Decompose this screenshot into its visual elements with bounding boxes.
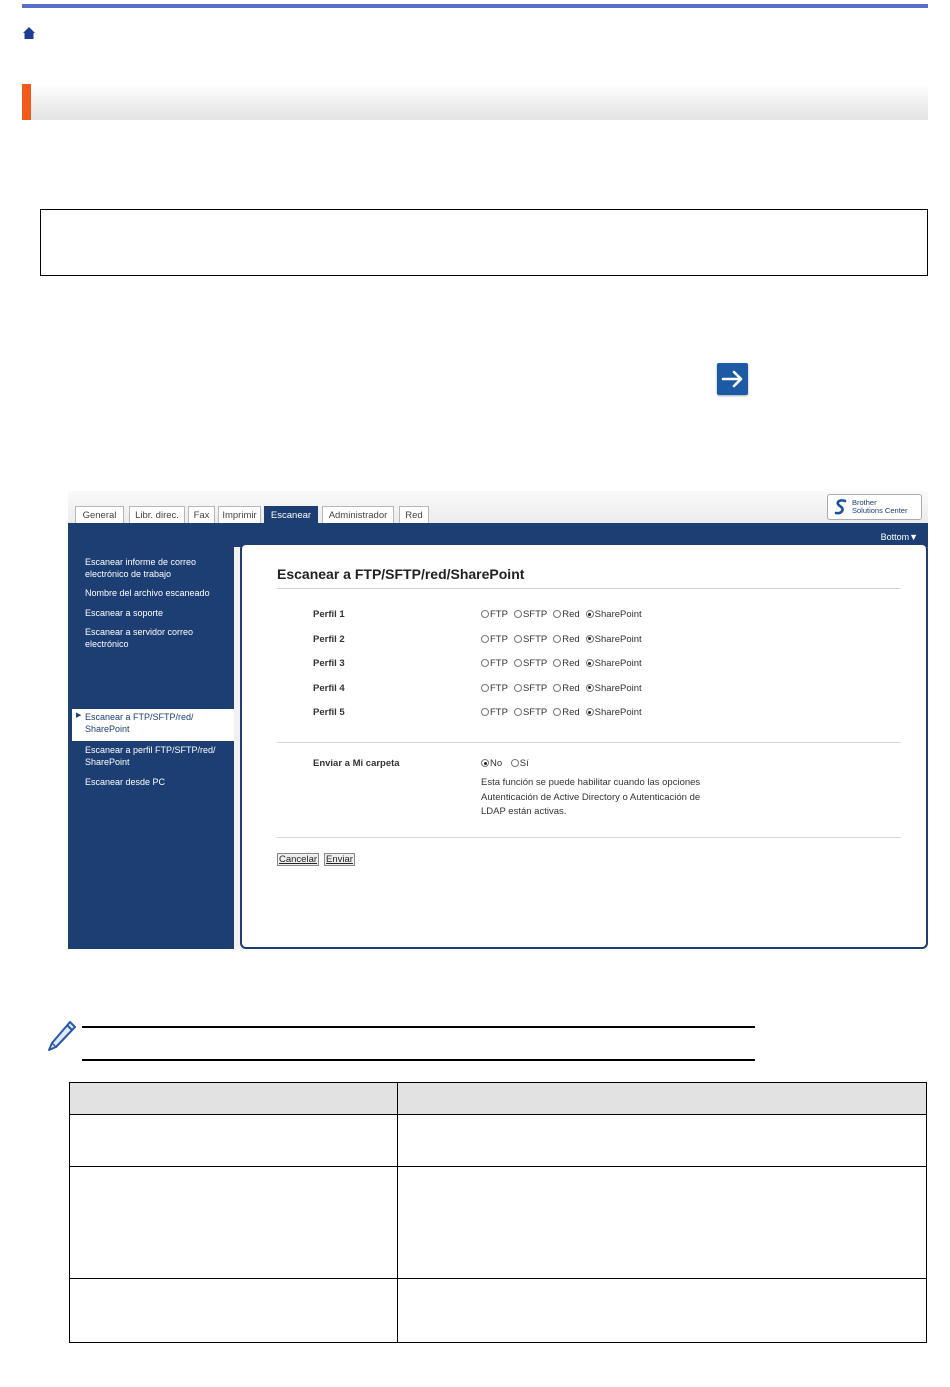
note-bottom-rule [82, 1059, 755, 1061]
radio-ftp[interactable] [481, 659, 489, 667]
option-label: FTP [490, 658, 508, 669]
protocol-option-ftp[interactable] [481, 634, 508, 645]
option-label: FTP [490, 707, 508, 718]
profile-label: Perfil 4 [313, 682, 345, 694]
sidebar-item-nombre-archivo[interactable]: Nombre del archivo escaneado [85, 588, 210, 598]
radio-ftp[interactable] [481, 684, 489, 692]
note-line: Esta función se puede habilitar cuando las opciones [481, 777, 701, 788]
logo-line-2: Solutions Center [852, 506, 908, 515]
protocol-option-sharepoint[interactable] [586, 683, 642, 694]
option-label: FTP [490, 682, 508, 694]
profile-protocol-options [481, 609, 648, 620]
option-label: Red [562, 658, 580, 669]
cancel-button[interactable]: Cancelar [279, 854, 318, 865]
option-label: SharePoint [594, 658, 642, 669]
protocol-option-sftp[interactable] [514, 609, 547, 620]
option-label: SharePoint [594, 682, 642, 694]
note-line: Autenticación de Active Directory o Autenticación de [481, 791, 701, 803]
tab-escanear[interactable]: Escanear [264, 506, 318, 523]
radio-sftp[interactable] [514, 708, 522, 716]
arrow-right-icon[interactable] [717, 363, 748, 395]
sidebar-item-ftp-sftp-red-sharepoint[interactable] [72, 709, 234, 741]
option-label: No [490, 758, 503, 769]
option-label: SFTP [522, 682, 548, 694]
sidebar [68, 547, 234, 949]
radio-si[interactable] [511, 759, 519, 767]
protocol-option-ftp[interactable] [481, 609, 508, 620]
brother-solutions-center-link[interactable] [827, 494, 922, 520]
radio-red[interactable] [553, 610, 561, 618]
web-management-screenshot [68, 491, 928, 949]
option-label: SFTP [522, 633, 548, 645]
option-label: SharePoint [594, 609, 642, 620]
radio-ftp[interactable] [481, 708, 489, 716]
protocol-option-sharepoint[interactable] [586, 609, 642, 620]
tab-administrador[interactable]: Administrador [322, 506, 394, 523]
radio-ftp[interactable] [481, 635, 489, 643]
protocol-option-red[interactable] [553, 683, 579, 694]
home-icon[interactable] [21, 25, 37, 41]
table-row [70, 1166, 926, 1278]
send-button[interactable]: Enviar [326, 854, 353, 865]
my-folder-options [481, 758, 535, 769]
option-label: FTP [490, 633, 508, 645]
radio-red[interactable] [553, 708, 561, 716]
profile-label: Perfil 3 [313, 658, 345, 669]
option-label: SharePoint [594, 707, 642, 718]
protocol-option-red[interactable] [553, 609, 579, 620]
logo-text [852, 499, 907, 515]
sidebar-item-label: electrónico de trabajo [85, 569, 172, 579]
top-rule [22, 4, 928, 8]
protocol-option-sftp[interactable] [514, 683, 547, 694]
tab-red[interactable]: Red [399, 506, 429, 523]
option-label: FTP [490, 609, 508, 620]
table-row [70, 1278, 926, 1342]
protocol-option-sftp[interactable] [514, 634, 547, 645]
profile-protocol-options [481, 658, 648, 669]
table-row [70, 1114, 926, 1166]
sidebar-item-label: Escanear a perfil FTP/SFTP/red/ [85, 745, 216, 755]
protocol-option-sharepoint[interactable] [586, 707, 642, 718]
radio-red[interactable] [553, 684, 561, 692]
brother-logo-icon [833, 498, 849, 516]
tab-fax[interactable]: Fax [188, 506, 215, 523]
sidebar-item-informe-correo[interactable] [85, 556, 231, 580]
protocol-option-sftp[interactable] [514, 658, 547, 669]
pencil-note-icon [44, 1019, 78, 1055]
protocol-option-red[interactable] [553, 707, 579, 718]
radio-sftp[interactable] [514, 635, 522, 643]
title-divider [277, 588, 901, 589]
sidebar-item-label: electrónico [85, 639, 129, 649]
option-label: Red [562, 707, 580, 718]
content-panel [240, 543, 928, 949]
option-label: SFTP [522, 609, 548, 620]
my-folder-no-option[interactable] [481, 758, 502, 769]
option-label: Red [562, 633, 580, 645]
radio-no[interactable] [481, 759, 489, 767]
table-header-row [70, 1083, 926, 1114]
profile-protocol-options [481, 707, 648, 718]
note-box [40, 209, 928, 276]
protocol-option-sftp[interactable] [514, 707, 547, 718]
bottom-link[interactable]: Bottom▼ [880, 532, 918, 542]
protocol-option-sharepoint[interactable] [586, 634, 642, 645]
tab-imprimir[interactable]: Imprimir [218, 506, 261, 523]
sidebar-item-label-line: Escanear a FTP/SFTP/red/ [85, 712, 194, 722]
protocol-option-ftp[interactable] [481, 707, 508, 718]
radio-sftp[interactable] [514, 659, 522, 667]
radio-red[interactable] [553, 659, 561, 667]
page-title: Escanear a FTP/SFTP/red/SharePoint [277, 566, 525, 582]
tab-bar [68, 491, 928, 523]
radio-ftp[interactable] [481, 610, 489, 618]
sidebar-item-servidor-correo[interactable] [85, 626, 231, 650]
current-item-arrow-icon: ▶ [76, 712, 82, 719]
note-top-rule [82, 1026, 755, 1028]
section-divider [277, 837, 901, 838]
option-label: SharePoint [594, 633, 642, 645]
protocol-option-red[interactable] [553, 634, 579, 645]
protocol-option-sharepoint[interactable] [586, 658, 642, 669]
sidebar-item-escanear-desde-pc[interactable]: Escanear desde PC [85, 777, 166, 787]
radio-sftp[interactable] [514, 684, 522, 692]
profile-label: Perfil 1 [313, 609, 345, 620]
sidebar-item-escanear-soporte[interactable]: Escanear a soporte [85, 608, 164, 618]
section-heading-bar [22, 84, 928, 120]
option-label: Red [562, 609, 580, 620]
protocol-option-ftp[interactable] [481, 658, 508, 669]
sidebar-item-label [85, 711, 231, 735]
radio-sharepoint[interactable] [586, 635, 594, 643]
settings-table [69, 1082, 927, 1343]
sidebar-item-perfil-ftp[interactable] [85, 744, 231, 768]
logo-line-1: Brother [852, 498, 877, 507]
sidebar-item-label: Escanear informe de correo [85, 557, 197, 567]
tab-general[interactable]: General [75, 506, 124, 523]
radio-sharepoint[interactable] [586, 659, 594, 667]
option-label: Red [562, 682, 580, 694]
sidebar-item-label-line: SharePoint [85, 724, 130, 734]
sidebar-item-label: SharePoint [85, 757, 130, 767]
profile-label: Perfil 5 [313, 707, 345, 718]
profile-protocol-options [481, 634, 648, 645]
radio-sharepoint[interactable] [586, 708, 594, 716]
option-label: SFTP [522, 707, 548, 718]
radio-sftp[interactable] [514, 610, 522, 618]
section-divider [277, 742, 901, 743]
protocol-option-red[interactable] [553, 658, 579, 669]
protocol-option-ftp[interactable] [481, 683, 508, 694]
profile-protocol-options [481, 683, 648, 694]
my-folder-note [481, 776, 741, 820]
my-folder-si-option[interactable] [511, 758, 529, 769]
note-line: LDAP están activas. [481, 806, 567, 817]
profile-label: Perfil 2 [313, 633, 345, 645]
tab-libr-direc[interactable]: Libr. direc. [129, 506, 185, 523]
section-heading-accent [22, 84, 31, 120]
my-folder-label: Enviar a Mi carpeta [313, 758, 400, 769]
radio-sharepoint[interactable] [586, 610, 594, 618]
option-label: SFTP [522, 658, 548, 669]
sidebar-item-label: Escanear a servidor correo [85, 627, 194, 637]
radio-red[interactable] [553, 635, 561, 643]
option-label: Sí [519, 758, 529, 769]
radio-sharepoint[interactable] [586, 684, 594, 692]
